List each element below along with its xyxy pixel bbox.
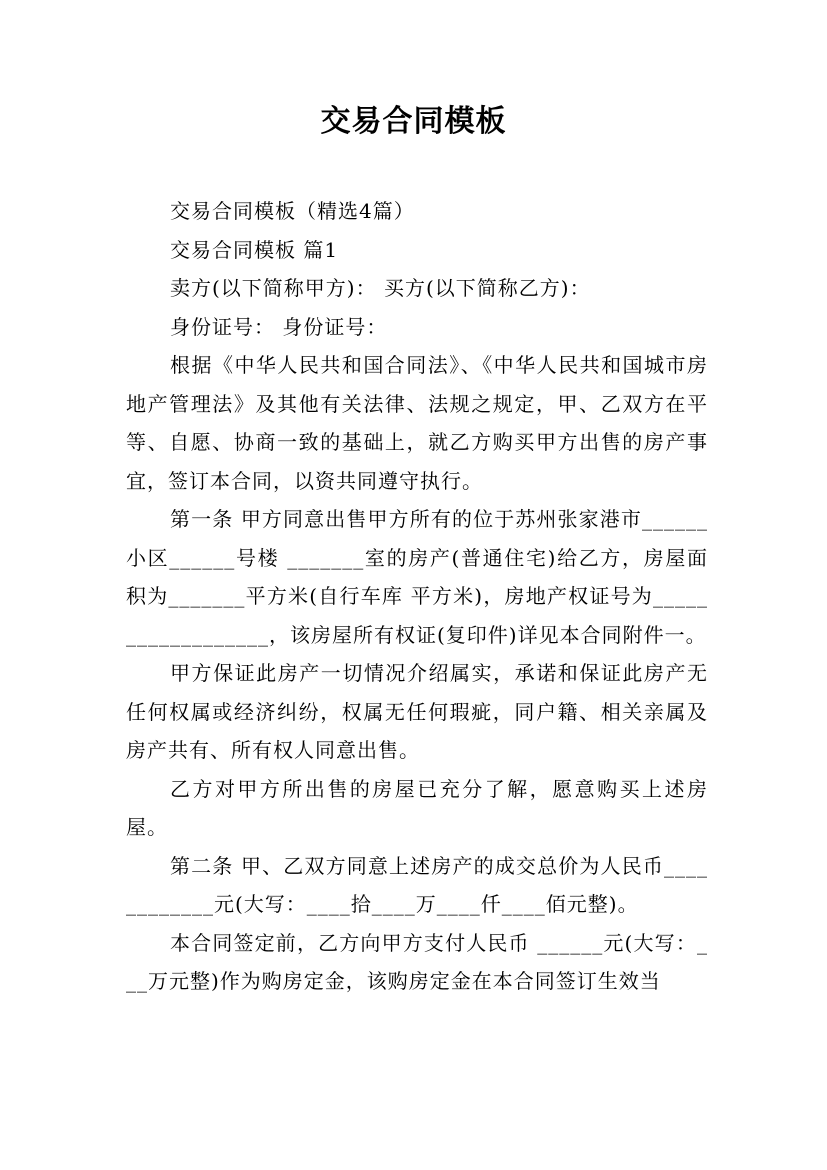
parties-line: 卖方(以下简称甲方)： 买方(以下简称乙方)：	[170, 276, 591, 300]
seller-guarantee-paragraph: 甲方保证此房产一切情况介绍属实，承诺和保证此房产无任何权属或经济纠纷，权属无任何瑕疵，同户籍、相关亲属及房产共有、所有权人同意出售。	[126, 661, 708, 762]
id-number-line: 身份证号： 身份证号：	[170, 314, 388, 339]
deposit-paragraph: 本合同签定前，乙方向甲方支付人民币 ______元(大写：___万元整)作为购房定金，该购房定金在本合同签订生效当	[126, 930, 708, 993]
article-two-paragraph: 第二条 甲、乙双方同意上述房产的成交总价为人民币____ ________元(大写：____拾____万____仟____佰元整)。	[126, 853, 708, 916]
document-body	[126, 192, 708, 1001]
buyer-acknowledgement-paragraph: 乙方对甲方所出售的房屋已充分了解，愿意购买上述房屋。	[126, 776, 708, 839]
article-one-paragraph: 第一条 甲方同意出售甲方所有的位于苏州张家港市______小区______号楼 _______室的房产(普通住宅)给乙方，房屋面积为_______平方米(自行车库 平方米)，房地产权证号为__________________，该房屋所有权证(复印件)详见本合同附件一。	[126, 507, 708, 647]
preamble-paragraph: 根据《中华人民共和国合同法》、《中华人民共和国城市房地产管理法》及其他有关法律、法规之规定，甲、乙双方在平等、自愿、协商一致的基础上，就乙方购买甲方出售的房产事宜，签订本合同，以资共同遵守执行。	[126, 353, 708, 493]
subtitle-paragraph: 交易合同模板（精选4篇）	[170, 199, 415, 223]
section-heading: 交易合同模板 篇1	[170, 237, 339, 262]
document-title: 交易合同模板	[320, 104, 507, 139]
